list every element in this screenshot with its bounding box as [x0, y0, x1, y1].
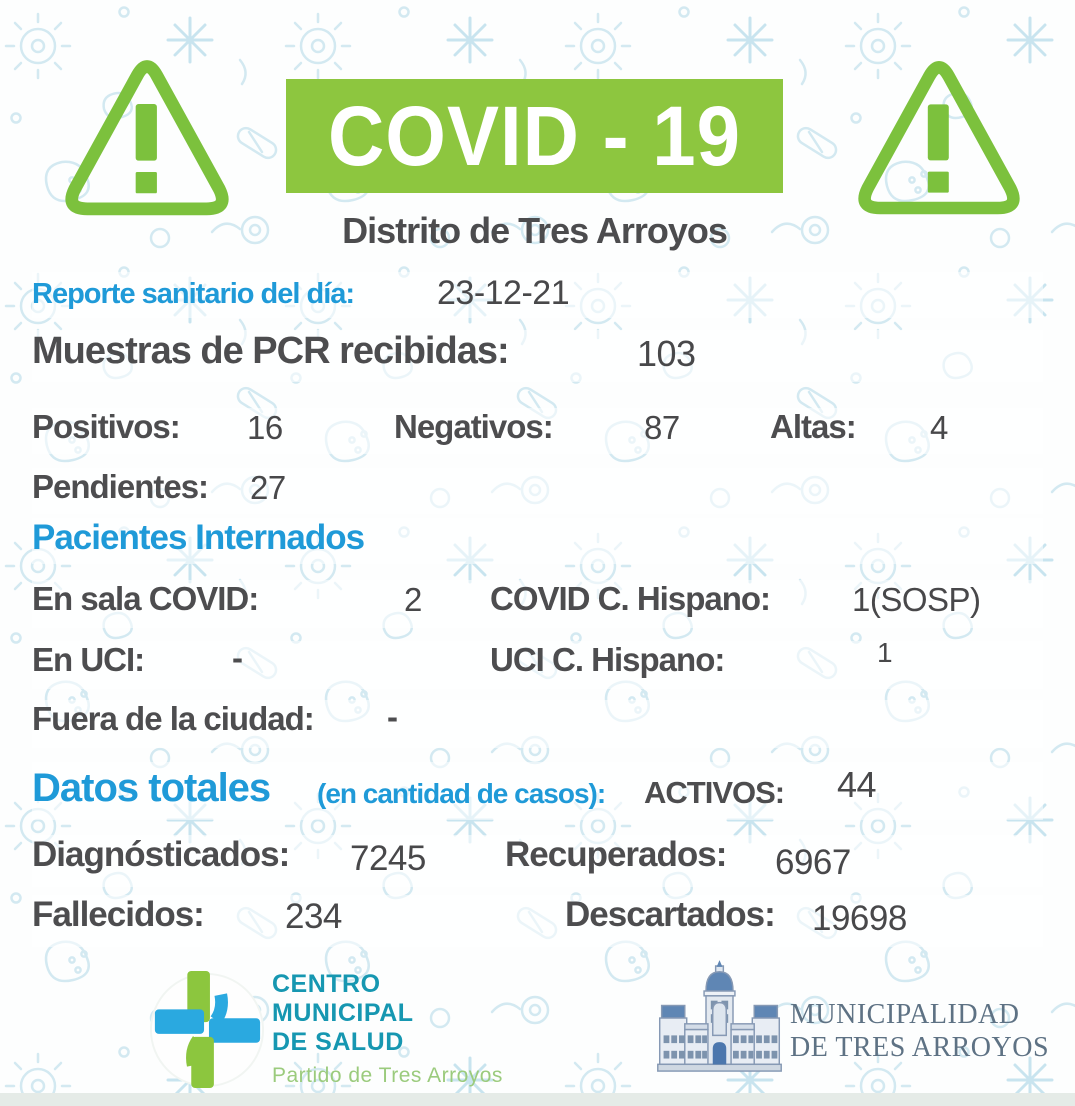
pendientes-row: [32, 468, 1043, 514]
altas-value: 4: [930, 409, 948, 446]
internados-heading-row: [32, 518, 1043, 564]
pcr-label: Muestras de PCR recibidas:: [32, 330, 509, 372]
poster-title: COVID - 19: [327, 87, 742, 183]
health-cross-icon: [148, 962, 266, 1098]
positivos-value: 16: [247, 409, 283, 446]
recuperados-label: Recuperados:: [505, 835, 727, 874]
fallecidos-row: [32, 895, 1043, 947]
recuperados-value: 6967: [775, 843, 851, 882]
uci-row: [32, 637, 1043, 689]
fuera-row: [32, 700, 1043, 748]
warning-triangle-icon: [855, 44, 1023, 232]
totales-heading: Datos totales: [32, 766, 271, 810]
activos-value: 44: [837, 764, 877, 805]
covid-banner: [286, 79, 783, 193]
salud-line-2: MUNICIPAL: [272, 999, 414, 1027]
descartados-value: 19698: [812, 899, 907, 938]
bottom-strip: [0, 1093, 1075, 1106]
poster-subtitle: Distrito de Tres Arroyos: [342, 210, 727, 251]
totales-heading-row: [32, 762, 1043, 820]
pendientes-label: Pendientes:: [32, 468, 209, 505]
negativos-label: Negativos:: [394, 408, 553, 445]
sala-value: 2: [404, 581, 422, 618]
negativos-value: 87: [644, 409, 680, 446]
fuera-value: -: [387, 698, 397, 735]
health-center-wordmark: [272, 970, 503, 1088]
altas-label: Altas:: [770, 408, 856, 445]
sala-label: En sala COVID:: [32, 580, 259, 617]
fallecidos-label: Fallecidos:: [32, 895, 204, 934]
uci-hispano-value: 1: [877, 637, 893, 668]
fallecidos-value: 234: [285, 897, 342, 936]
report-date-row: [32, 272, 1043, 318]
diagnosticados-label: Diagnósticados:: [32, 835, 290, 874]
positivos-label: Positivos:: [32, 408, 180, 445]
results-row: [32, 408, 1043, 454]
salud-line-3: DE SALUD: [272, 1028, 404, 1056]
pcr-value: 103: [637, 333, 696, 374]
uci-value: -: [232, 639, 242, 676]
muni-line-1: MUNICIPALIDAD: [790, 999, 1020, 1030]
municipality-wordmark: [790, 998, 1049, 1064]
pcr-row: [32, 330, 1043, 382]
diagnosticados-row: [32, 835, 1043, 887]
descartados-label: Descartados:: [565, 895, 775, 934]
activos-label: ACTIVOS:: [644, 775, 785, 810]
salud-subtitle: Partido de Tres Arroyos: [272, 1064, 503, 1087]
report-date-value: 23-12-21: [437, 274, 570, 312]
sala-row: [32, 580, 1043, 628]
internados-heading: Pacientes Internados: [32, 518, 365, 557]
fuera-label: Fuera de la ciudad:: [32, 700, 314, 737]
covid-hispano-value: 1(SOSP): [852, 581, 981, 618]
pendientes-value: 27: [250, 469, 286, 506]
covid-hispano-label: COVID C. Hispano:: [490, 580, 771, 617]
municipality-building-icon: [652, 960, 787, 1078]
warning-triangle-icon: [62, 38, 232, 238]
report-date-label: Reporte sanitario del día:: [32, 278, 355, 310]
salud-line-1: CENTRO: [272, 970, 381, 998]
muni-line-2: DE TRES ARROYOS: [790, 1032, 1050, 1063]
diagnosticados-value: 7245: [350, 839, 426, 878]
totales-note: (en cantidad de casos):: [317, 778, 606, 809]
uci-hispano-label: UCI C. Hispano:: [490, 641, 725, 678]
uci-label: En UCI:: [32, 641, 145, 678]
